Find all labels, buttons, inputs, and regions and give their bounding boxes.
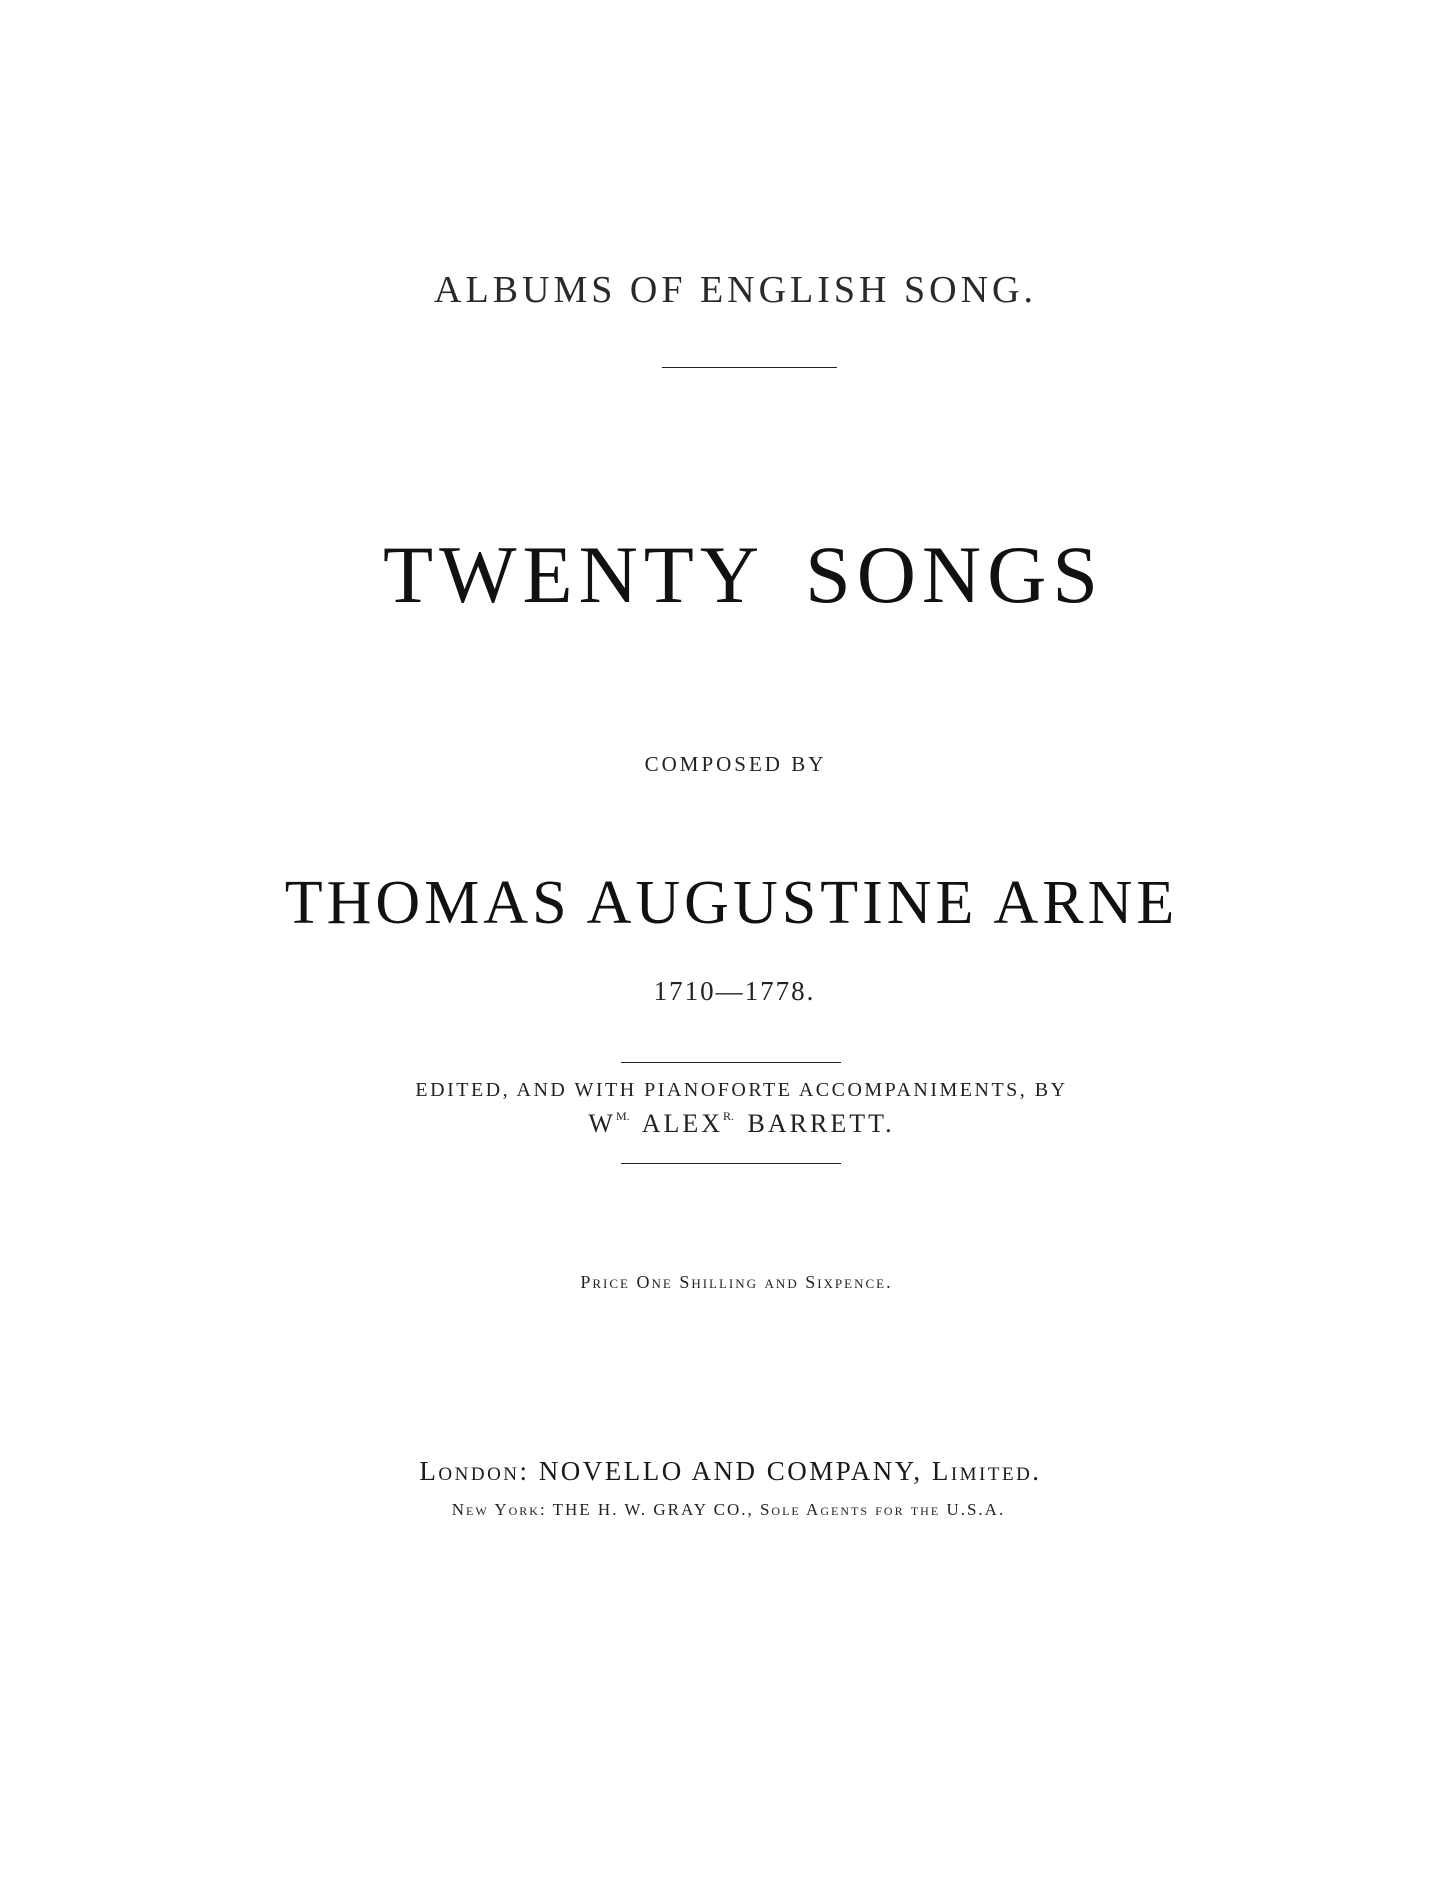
editor-first-sup: M. — [615, 1109, 630, 1123]
page-title — [0, 528, 1443, 622]
agents-name: THE H. W. GRAY CO., — [552, 1500, 754, 1519]
agents-role: Sole Agents for the — [759, 1500, 941, 1519]
divider-rule — [621, 1163, 841, 1164]
composer-name: THOMAS AUGUSTINE ARNE — [284, 869, 1179, 937]
editor-name — [0, 1109, 1443, 1139]
agents-city: New York: — [451, 1500, 547, 1519]
edited-by-line: EDITED, AND WITH PIANOFORTE ACCOMPANIMENTS, BY — [415, 1079, 1068, 1101]
editor-middle-name: ALEX — [641, 1109, 724, 1138]
composer-dates: 1710—1778. — [653, 976, 816, 1006]
editor-last-name: BARRETT. — [747, 1109, 895, 1138]
agents-country: U.S.A. — [946, 1500, 1006, 1519]
publisher-suffix: Limited. — [931, 1456, 1042, 1486]
agents-line — [0, 1500, 1443, 1520]
title-word-2: SONGS — [805, 529, 1104, 620]
publisher-city: London: — [419, 1456, 530, 1486]
divider-rule — [662, 367, 837, 368]
divider-rule — [621, 1062, 841, 1063]
publisher-line — [0, 1456, 1443, 1487]
editor-first-name: W — [588, 1109, 616, 1138]
publisher-name: NOVELLO AND COMPANY, — [538, 1456, 923, 1486]
series-title: ALBUMS OF ENGLISH SONG. — [434, 269, 1037, 311]
composed-by-label: COMPOSED BY — [644, 752, 827, 776]
title-word-1: TWENTY — [383, 529, 766, 620]
price-line: Price One Shilling and Sixpence. — [580, 1272, 893, 1292]
editor-middle-sup: R. — [723, 1109, 735, 1123]
